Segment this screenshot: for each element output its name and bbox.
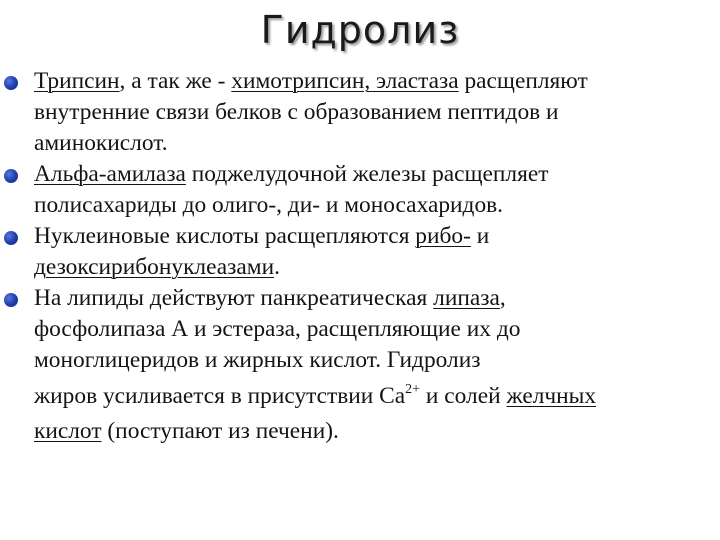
term-bile: желчных (506, 383, 597, 409)
bullet-dot-icon (4, 293, 18, 307)
superscript-charge: 2+ (405, 382, 421, 397)
bullet-item-lipids (0, 283, 718, 447)
text-line: моноглицеридов и жирных кислот. Гидролиз (34, 347, 481, 373)
text-line: дезоксирибонуклеазами. (34, 254, 280, 280)
text-line: аминокислот. (34, 130, 168, 156)
bullet-item-amylase (0, 159, 718, 221)
bullet-dot-icon (4, 231, 18, 245)
bullet-list (0, 66, 718, 447)
term-chymotrypsin-elastase: химотрипсин, эластаза (231, 68, 459, 94)
text-line: внутренние связи белков с образованием пептидов и (34, 99, 559, 125)
text-line: Трипсин, а так же - химотрипсин, эластаза расщепляют (34, 68, 588, 94)
text-line: На липиды действуют панкреатическая липаза, (34, 285, 506, 311)
slide-title: Гидролиз (260, 8, 460, 52)
text-line: фосфолипаза А и эстераза, расщепляющие их до (34, 316, 521, 342)
text-line: кислот (поступают из печени). (34, 418, 339, 444)
bullet-item-trypsin (0, 66, 718, 159)
term-lipase: липаза (433, 285, 500, 311)
term-acids: кислот (34, 418, 102, 444)
term-trypsin: Трипсин (34, 68, 120, 94)
text-line: полисахариды до олиго-, ди- и моносахаридов. (34, 192, 504, 218)
bullet-dot-icon (4, 76, 18, 90)
term-ribo: рибо- (415, 223, 471, 249)
text-line: Альфа-амилаза поджелудочной железы расщепляет (34, 161, 549, 187)
bullet-item-nucleic-acids (0, 221, 718, 283)
text-line: жиров усиливается в присутствии $Са^{2+}$ и солей желчных (34, 382, 597, 409)
text-line: Нуклеиновые кислоты расщепляются рибо- и (34, 223, 490, 249)
term-alpha-amylase: Альфа-амилаза (34, 161, 186, 187)
term-deoxyribonucleases: дезоксирибонуклеазами (34, 254, 275, 280)
bullet-dot-icon (4, 169, 18, 183)
